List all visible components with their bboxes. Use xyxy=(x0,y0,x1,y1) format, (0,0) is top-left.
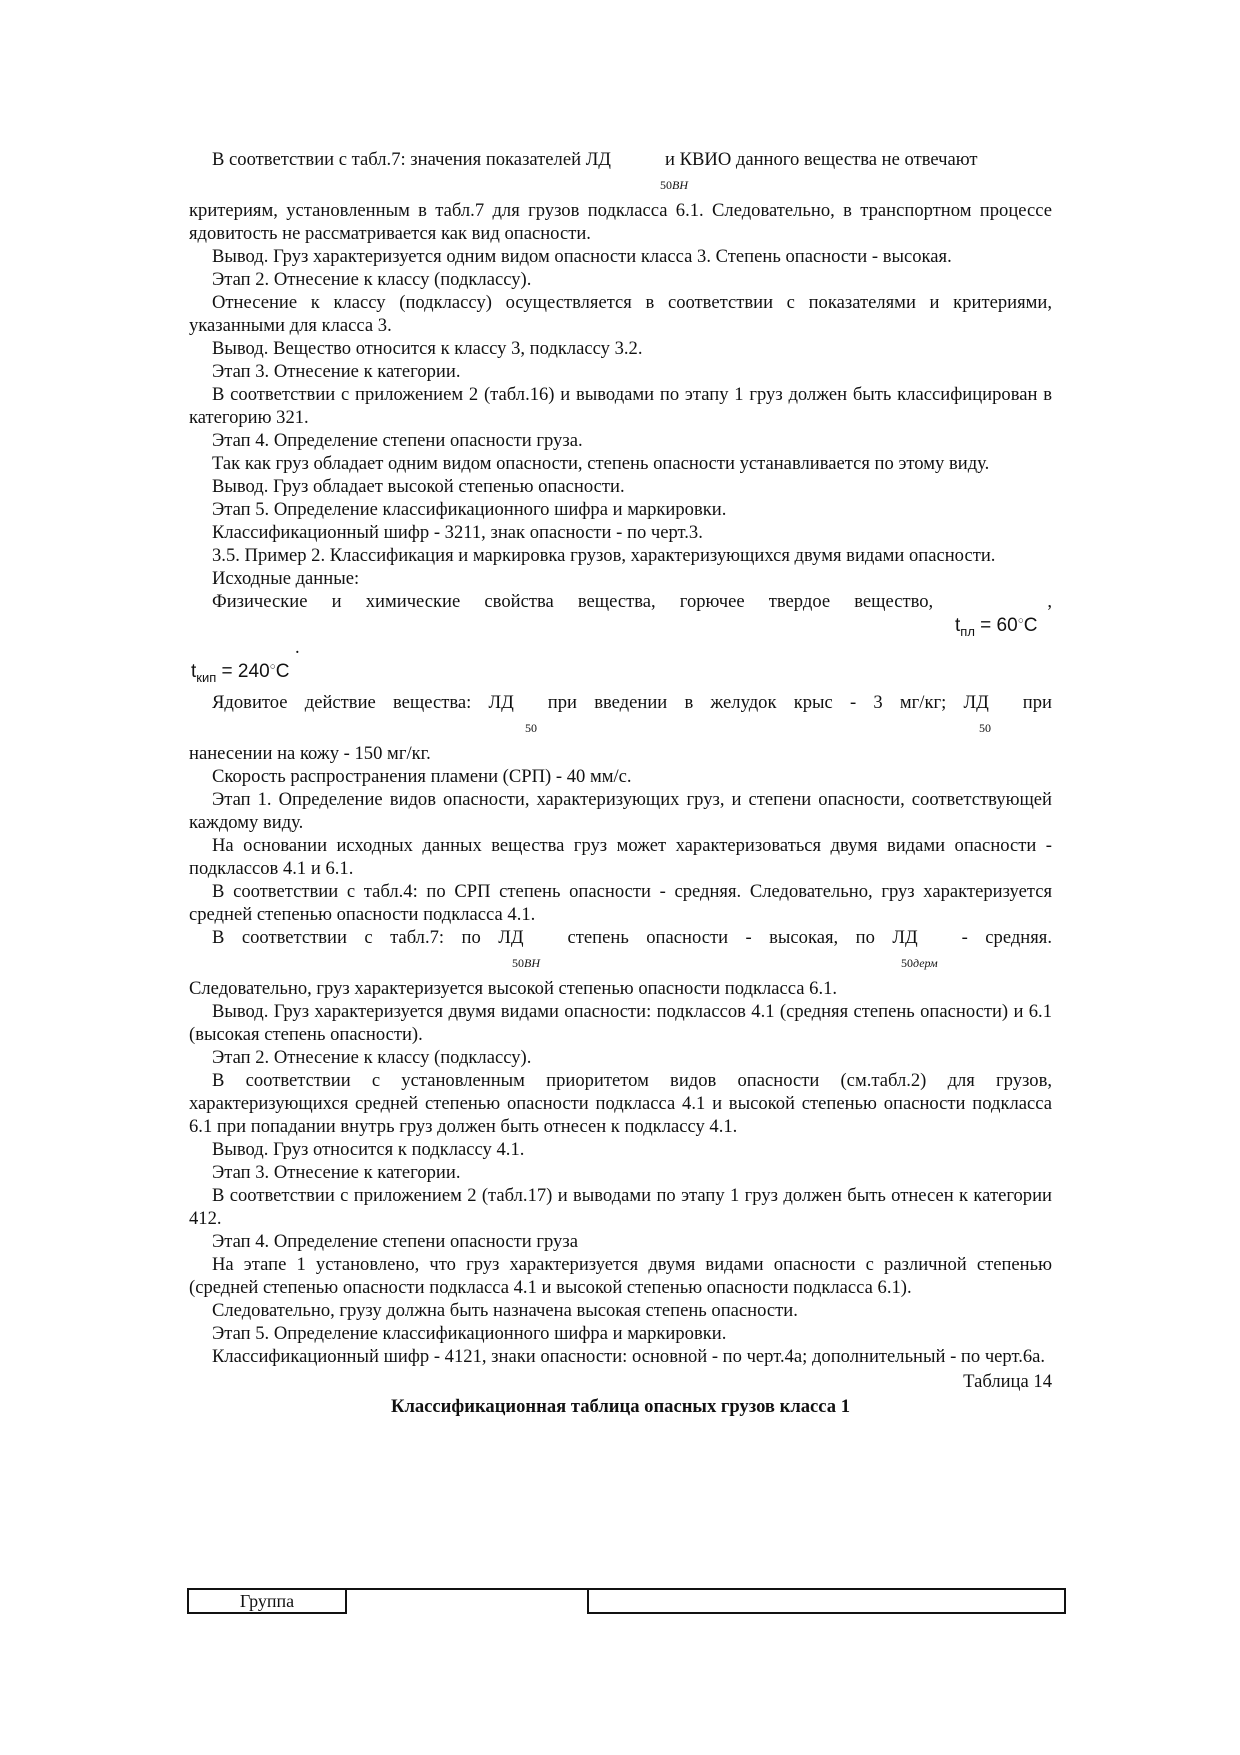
paragraph: Этап 2. Отнесение к классу (подклассу). xyxy=(212,1047,532,1068)
paragraph: Этап 2. Отнесение к классу (подклассу). xyxy=(212,269,532,290)
paragraph: В соответствии с установленным приоритетом видов опасности (см.табл.2) для грузов, характеризующихся средней степенью опасности подкласса 4.1 и высокой степенью опасности подкласса 6.1 при попадании внутрь груз должен быть отнесен к подклассу 4.1. xyxy=(189,1070,1052,1137)
paragraph: Так как груз обладает одним видом опасности, степень опасности устанавливается по этому виду. xyxy=(212,453,990,474)
paragraph: Этап 1. Определение видов опасности, характеризующих груз, и степени опасности, соответствующей каждому виду. xyxy=(189,789,1052,833)
melting-point: $t_{пл} = 60^○C$ xyxy=(955,615,1038,639)
subscript-line: 50ВН xyxy=(660,178,688,192)
header-cell xyxy=(346,1589,588,1613)
paragraph: Отнесение к классу (подклассу) осуществляется в соответствии с показателями и критериями, указанными для класса 3. xyxy=(189,292,1052,336)
paragraph: Ядовитое действие вещества: ЛД при введении в желудок крыс - 3 мг/кг; ЛД при xyxy=(212,692,1052,713)
paragraph: В соответствии с приложением 2 (табл.17) и выводами по этапу 1 груз должен быть отнесен к категории 412. xyxy=(189,1185,1052,1229)
paragraph: В соответствии с табл.7: значения показателей ЛД и КВИО данного вещества не отвечают xyxy=(212,149,978,170)
paragraph: В соответствии с приложением 2 (табл.16) и выводами по этапу 1 груз должен быть классифицирован в категорию 321. xyxy=(189,384,1052,428)
paragraph: нанесении на кожу - 150 мг/кг. xyxy=(189,743,431,764)
paragraph: Физические и химические свойства вещества, горючее твердое вещество, , xyxy=(212,591,1052,612)
boiling-point: $t_{кип} = 240^○C$ xyxy=(191,661,290,685)
paragraph: В соответствии с табл.4: по СРП степень опасности - средняя. Следовательно, груз характеризуется средней степенью опасности подкласса 4.1. xyxy=(189,881,1052,925)
paragraph: Исходные данные: xyxy=(212,568,360,589)
table-number: Таблица 14 xyxy=(963,1371,1052,1392)
paragraph: Скорость распространения пламени (СРП) - 40 мм/с. xyxy=(212,766,632,787)
paragraph: На этапе 1 установлено, что груз характеризуется двумя видами опасности с различной степенью (средней степенью опасности подкласса 4.1 и высокой степенью опасности подкласса 6.1). xyxy=(189,1254,1052,1298)
paragraph: Этап 5. Определение классификационного шифра и маркировки. xyxy=(212,1323,727,1344)
paragraph: Этап 4. Определение степени опасности груза. xyxy=(212,430,583,451)
paragraph: Вывод. Груз относится к подклассу 4.1. xyxy=(212,1139,525,1160)
paragraph: Этап 4. Определение степени опасности груза xyxy=(212,1231,578,1252)
classification-table xyxy=(187,1588,1066,1614)
paragraph: 3.5. Пример 2. Классификация и маркировка грузов, характеризующихся двумя видами опасности. xyxy=(212,545,996,566)
header-cell-group: Группа xyxy=(188,1589,346,1613)
paragraph: Следовательно, грузу должна быть назначена высокая степень опасности. xyxy=(212,1300,798,1321)
paragraph: Следовательно, груз характеризуется высокой степенью опасности подкласса 6.1. xyxy=(189,978,838,999)
paragraph: Вывод. Груз обладает высокой степенью опасности. xyxy=(212,476,625,497)
paragraph: Вывод. Груз характеризуется двумя видами опасности: подклассов 4.1 (средняя степень опасности) и 6.1 (высокая степень опасности). xyxy=(189,1001,1052,1045)
paragraph: Вывод. Груз характеризуется одним видом опасности класса 3. Степень опасности - высокая. xyxy=(212,246,952,267)
subscript-line: 50ВН 50дерм xyxy=(512,956,938,970)
paragraph: Классификационный шифр - 4121, знаки опасности: основной - по черт.4а; дополнительный - по черт.6а. xyxy=(212,1346,1046,1367)
melting-point-formula: $t_{пл} = 60^○C$ . xyxy=(295,615,1038,658)
paragraph: критериям, установленным в табл.7 для грузов подкласса 6.1. Следовательно, в транспортном процессе ядовитость не рассматривается как вид опасности. xyxy=(189,200,1052,244)
paragraph: Вывод. Вещество относится к классу 3, подклассу 3.2. xyxy=(212,338,643,359)
table-header-row xyxy=(188,1589,1065,1613)
boiling-point-formula xyxy=(189,659,1052,691)
subscript-line: 50 50 xyxy=(525,721,991,735)
header-cell xyxy=(588,1589,1065,1613)
paragraph: На основании исходных данных вещества груз может характеризоваться двумя видами опасности - подклассов 4.1 и 6.1. xyxy=(189,835,1052,879)
paragraph: Этап 3. Отнесение к категории. xyxy=(212,1162,461,1183)
paragraph: Классификационный шифр - 3211, знак опасности - по черт.3. xyxy=(212,522,703,543)
paragraph: Этап 5. Определение классификационного шифра и маркировки. xyxy=(212,499,727,520)
document-body xyxy=(189,148,1052,1418)
paragraph: В соответствии с табл.7: по ЛД степень опасности - высокая, по ЛД - средняя. xyxy=(212,927,1053,948)
paragraph: Этап 3. Отнесение к категории. xyxy=(212,361,461,382)
table-title: Классификационная таблица опасных грузов класса 1 xyxy=(390,1396,851,1417)
